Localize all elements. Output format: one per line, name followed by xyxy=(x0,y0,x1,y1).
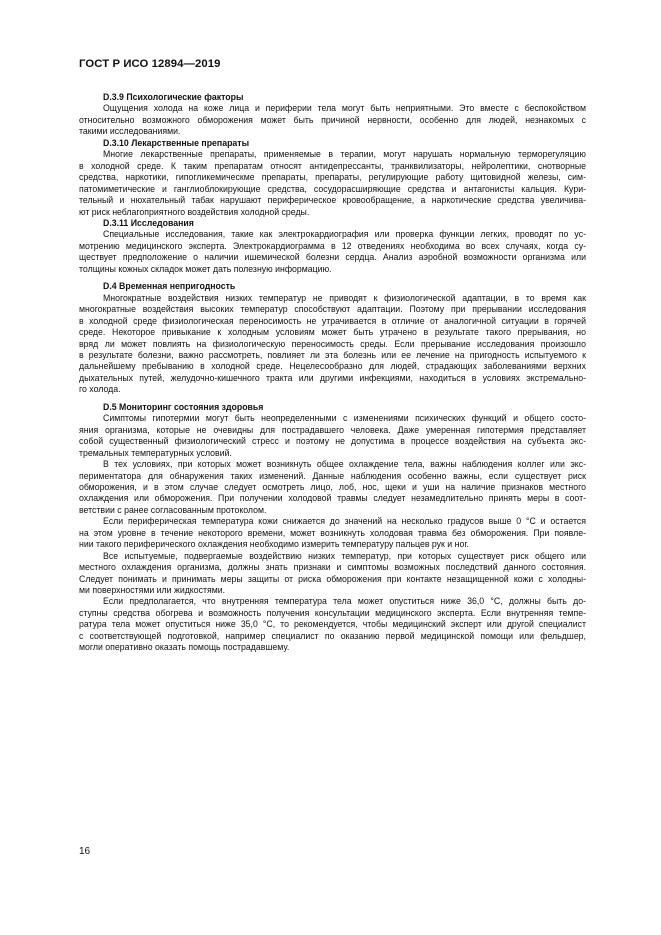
text-line: ществует предположение о наличии ишемической болезни сердца. Анализ аэробной возможности организма или xyxy=(79,252,586,263)
text-line: Если периферическая температура кожи снижается до значений на несколько градусов выше 0 °С и остается xyxy=(103,516,586,527)
text-line: обморожения, и в этом случае следует осмотреть лицо, лоб, нос, щеки и уши на наличие признаков местного xyxy=(79,481,586,492)
text-line: Следует понимать и принимать меры защиты от риска обморожения при контакте незащищенной кожи с холодны- xyxy=(79,573,586,584)
text-line: дыхательных путей, желудочно-кишечного тракта или другими инфекциями, находиться в условиях экстремально- xyxy=(79,372,586,383)
section-heading: D.4 Временная непригодность xyxy=(103,281,236,292)
text-line: многократные воздействия высоких температур способствуют адаптации. Поэтому при прерывании исследования xyxy=(79,304,586,315)
text-line: нии такого периферического охлаждения необходимо измерить температуру пальцев рук и ног. xyxy=(79,539,469,550)
text-line: Все испытуемые, подвергаемые воздействию низких температур, при которых существует риск общего или xyxy=(103,550,586,561)
paragraph xyxy=(79,551,586,597)
text-line: тремальных температурных условий. xyxy=(79,447,232,458)
text-line: мотрению медицинского эксперта. Электрокардиограмма в 12 отведениях необходима во всех случаях, когда су- xyxy=(79,240,586,251)
text-line: ми поверхностями или жидкостями. xyxy=(79,585,226,596)
text-line: охлаждения или обморожения. При получении холодовой травмы следует незамедлительно принять меры в соот- xyxy=(79,493,586,504)
document-body xyxy=(79,92,586,654)
text-line: тельный и нюхательный табак нарушают периферическое кровообращение, а наркотические средства увеличива- xyxy=(79,195,586,206)
section-heading: D.3.9 Психологические факторы xyxy=(103,92,244,102)
section-heading: D.5 Мониторинг состояния здоровья xyxy=(103,401,264,412)
text-line: в холодной среде физиологическая переносимость не утрачивается в отличие от аналогичной ситуации в горячей xyxy=(79,315,586,326)
text-line: В тех условиях, при которых может возникнуть общее охлаждение тела, важны наблюдения коллег или экс- xyxy=(103,459,586,470)
text-line: Специальные исследования, такие как электрокардиография или проверка функции легких, проводят по ус- xyxy=(103,229,586,240)
text-line: Симптомы гипотермии могут быть неопределенными с изменениями психических функций и общего состо- xyxy=(103,413,586,424)
section-heading: D.3.10 Лекарственные препараты xyxy=(103,137,250,148)
page-number: 16 xyxy=(79,846,91,857)
text-line: периментатора для обнаружения таких изменений. Данные наблюдения особенно важны, если существует риск xyxy=(79,470,586,481)
text-line: ратура тела может опуститься ниже 35,0 °С, то рекомендуется, чтобы медицинский эксперт или другой специалист xyxy=(79,619,586,630)
paragraph xyxy=(79,459,586,516)
text-line: относительно возможного обморожения может быть причиной нервности, особенно для людей, незнакомых с xyxy=(79,114,586,125)
section-heading: D.3.11 Исследования xyxy=(103,217,194,228)
text-line: такими исследованиями. xyxy=(79,126,181,137)
text-line: местного охлаждения организма, должны знать признаки и симптомы возможных последствий данного состояния. xyxy=(79,562,586,573)
text-line: дальнейшему пребыванию в холодной среде. Нецелесообразно для людей, страдающих заболеваниями верхних xyxy=(79,361,586,372)
text-line: Ощущения холода на коже лица и периферии тела могут быть неприятными. Это вместе с беспокойством xyxy=(103,103,586,114)
text-line: патомиметические и ганглиоблокирующие средства, сосудорасширяющие средства и антагонисты кальция. Кури- xyxy=(79,183,586,194)
paragraph xyxy=(79,103,586,137)
text-line: с соответствующей подготовкой, например специалист по оказанию первой медицинской помощи или фельдшер, xyxy=(79,630,586,641)
text-line: вряд ли может повлиять на физиологическую переносимость среды. Если прерывание исследования произошло xyxy=(79,338,586,349)
text-line: ступны средства обогрева и возможность получения консультации медицинского эксперта. Если внутренняя темпе- xyxy=(79,607,586,618)
text-line: ветствии с ранее согласованным протоколом. xyxy=(79,504,267,515)
text-line: собой существенный физиологический стресс и поэтому не допустима в процессе воздействия на субъекта экс- xyxy=(79,436,586,447)
text-line: среде. Некоторое привыкание к холодным условиям может быть утрачено в результате такого прерывания, но xyxy=(79,327,586,338)
text-line: на этом уровне в течение некоторого времени, может возникнуть холодовая травма без обморожения. При появле- xyxy=(79,527,586,538)
text-line: Многие лекарственные препараты, применяемые в терапии, могут нарушать нормальную терморегуляцию xyxy=(103,149,586,160)
text-line: Если предполагается, что внутренняя температура тела может опуститься ниже 36,0 °С, должны быть до- xyxy=(103,596,586,607)
text-line: го холода. xyxy=(79,384,121,395)
paragraph xyxy=(79,413,586,459)
text-line: Многократные воздействия низких температур не приводят к физиологической адаптации, в то время как xyxy=(103,292,586,303)
text-line: могли оперативно оказать помощь пострадавшему. xyxy=(79,642,290,653)
text-line: средства, наркотики, гипогликемическме препараты, препараты, регулирующие работу щитовидной железы, сим- xyxy=(79,172,586,183)
document-header: ГОСТ Р ИСО 12894—2019 xyxy=(79,58,221,70)
text-line: толщины кожных складок может дать полезную информацию. xyxy=(79,263,332,274)
paragraph xyxy=(79,596,586,653)
paragraph xyxy=(79,149,586,218)
paragraph xyxy=(79,229,586,275)
text-line: ют риск неблагоприятного воздействия холодной среды. xyxy=(79,206,310,217)
text-line: в холодной среде. К таким препаратам относят антидепрессанты, транквилизаторы, нейролептики, снотворные xyxy=(79,160,586,171)
text-line: яния организма, которые не очевидны для пострадавшего человека. Даже умеренная гипотермия представляет xyxy=(79,424,586,435)
paragraph xyxy=(79,293,586,396)
paragraph xyxy=(79,516,586,550)
text-line: в результате болезни, важно рассмотреть, повлияет ли эта болезнь или ее лечение на пригодность испытуемого к xyxy=(79,349,586,360)
